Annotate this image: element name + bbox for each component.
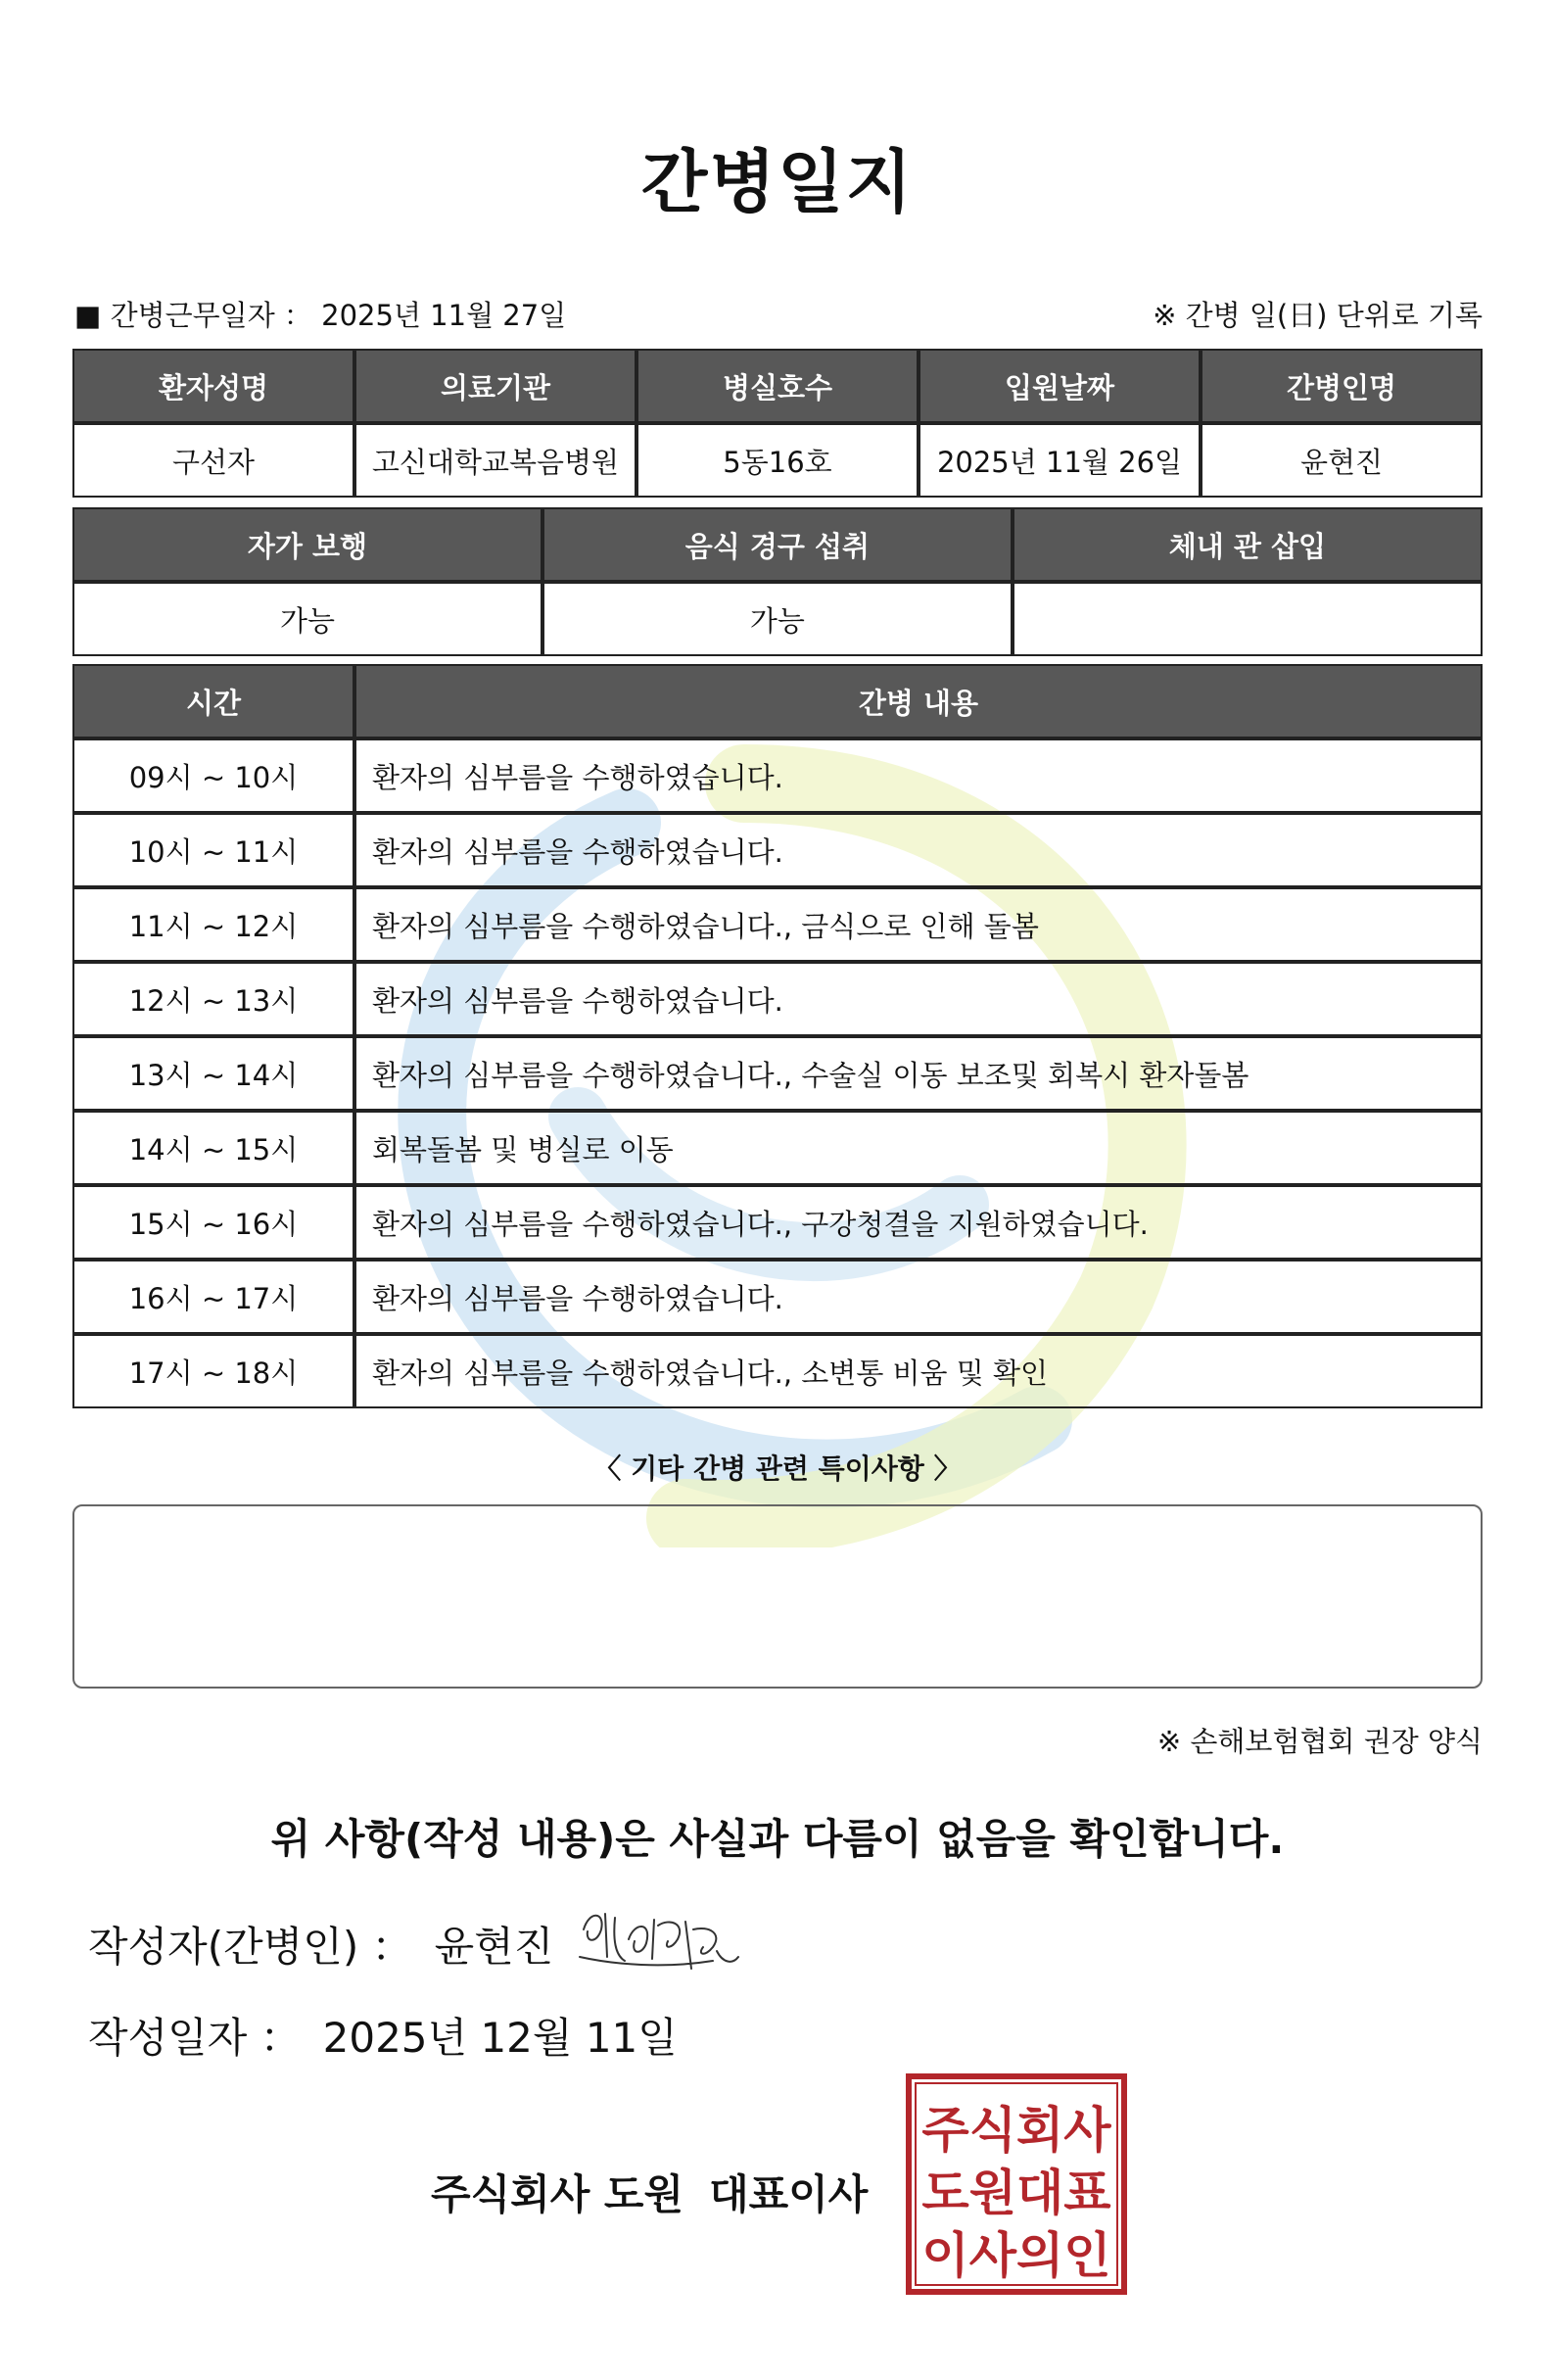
patient-info-header-row: [72, 349, 1483, 423]
hospital-name: 고신대학교복음병원: [354, 423, 636, 498]
header-self-walking: 자가 보행: [72, 507, 542, 582]
header-time: 시간: [72, 664, 354, 738]
table-row: [72, 1260, 1483, 1334]
care-date-label: ■ 간병근무일자 ：: [74, 299, 312, 332]
header-care-content: 간병 내용: [354, 664, 1483, 738]
content-cell: 환자의 심부름을 수행하였습니다.: [354, 738, 1483, 813]
caregiver-name: 윤현진: [1201, 423, 1483, 498]
table-row: [72, 962, 1483, 1036]
handwritten-signature: [576, 1900, 742, 1988]
content-cell: 환자의 심부름을 수행하였습니다.: [354, 1260, 1483, 1334]
room-number: 5동16호: [636, 423, 919, 498]
content-cell: 환자의 심부름을 수행하였습니다., 수술실 이동 보조및 회복시 환자돌봄: [354, 1036, 1483, 1111]
time-cell: 14시 ~ 15시: [72, 1111, 354, 1185]
tube-insertion-value: [1013, 582, 1483, 656]
time-cell: 09시 ~ 10시: [72, 738, 354, 813]
header-admission-date: 입원날짜: [919, 349, 1201, 423]
header-caregiver-name: 간병인명: [1201, 349, 1483, 423]
company-representative: 대표이사: [709, 2170, 869, 2218]
patient-name: 구선자: [72, 423, 354, 498]
table-row: [72, 1111, 1483, 1185]
special-notes-title: 〈 기타 간병 관련 특이사항 〉: [593, 1452, 962, 1485]
care-log-header-row: [72, 664, 1483, 738]
header-tube-insertion: 체내 관 삽입: [1013, 507, 1483, 582]
time-cell: 13시 ~ 14시: [72, 1036, 354, 1111]
content-cell: 환자의 심부름을 수행하였습니다.: [354, 813, 1483, 887]
writer-line: [88, 1915, 553, 1974]
table-row: [72, 1334, 1483, 1408]
table-row: [72, 887, 1483, 962]
table-row: [72, 813, 1483, 887]
patient-info-table: [72, 349, 1483, 498]
document-title: 간병일지: [640, 142, 915, 222]
time-cell: 11시 ~ 12시: [72, 887, 354, 962]
table-row: [72, 1036, 1483, 1111]
header-room: 병실호수: [636, 349, 919, 423]
seal-line-2: 도원대표: [921, 2165, 1111, 2221]
seal-line-3: 이사의인: [921, 2227, 1111, 2284]
time-cell: 12시 ~ 13시: [72, 962, 354, 1036]
association-note: ※ 손해보험협회 권장 양식: [1156, 1725, 1483, 1758]
admission-date: 2025년 11월 26일: [919, 423, 1201, 498]
header-oral-intake: 음식 경구 섭취: [542, 507, 1013, 582]
header-hospital: 의료기관: [354, 349, 636, 423]
header-patient-name: 환자성명: [72, 349, 354, 423]
content-cell: 환자의 심부름을 수행하였습니다., 금식으로 인해 돌봄: [354, 887, 1483, 962]
writer-label: 작성자(간병인) ：: [88, 1923, 413, 1971]
company-name: 주식회사 도원: [431, 2170, 684, 2218]
time-cell: 16시 ~ 17시: [72, 1260, 354, 1334]
seal-line-1: 주식회사: [921, 2102, 1111, 2159]
content-cell: 환자의 심부름을 수행하였습니다., 구강청결을 지원하였습니다.: [354, 1185, 1483, 1260]
time-cell: 17시 ~ 18시: [72, 1334, 354, 1408]
table-row: [72, 1185, 1483, 1260]
table-row: [72, 738, 1483, 813]
patient-status-value-row: [72, 582, 1483, 656]
care-log-table: [72, 664, 1483, 1408]
care-date-line: [74, 294, 566, 334]
written-date-value: 2025년 12월 11일: [322, 2014, 678, 2062]
written-date-label: 작성일자 ：: [88, 2014, 302, 2062]
care-date-value: 2025년 11월 27일: [321, 299, 567, 332]
patient-info-value-row: [72, 423, 1483, 498]
company-line: [431, 2163, 868, 2221]
content-cell: 환자의 심부름을 수행하였습니다.: [354, 962, 1483, 1036]
time-cell: 15시 ~ 16시: [72, 1185, 354, 1260]
patient-status-header-row: [72, 507, 1483, 582]
time-cell: 10시 ~ 11시: [72, 813, 354, 887]
written-date-line: [88, 2006, 678, 2065]
patient-status-table: [72, 507, 1483, 656]
content-cell: 환자의 심부름을 수행하였습니다., 소변통 비움 및 확인: [354, 1334, 1483, 1408]
confirmation-statement: 위 사항(작성 내용)은 사실과 다름이 없음을 확인합니다.: [270, 1815, 1285, 1863]
record-note: ※ 간병 일(日) 단위로 기록: [1153, 299, 1483, 332]
writer-name: 윤현진: [434, 1923, 554, 1971]
oral-intake-value: 가능: [542, 582, 1013, 656]
special-notes-box: [72, 1504, 1483, 1689]
self-walking-value: 가능: [72, 582, 542, 656]
content-cell: 회복돌봄 및 병실로 이동: [354, 1111, 1483, 1185]
company-seal: [905, 2072, 1128, 2296]
